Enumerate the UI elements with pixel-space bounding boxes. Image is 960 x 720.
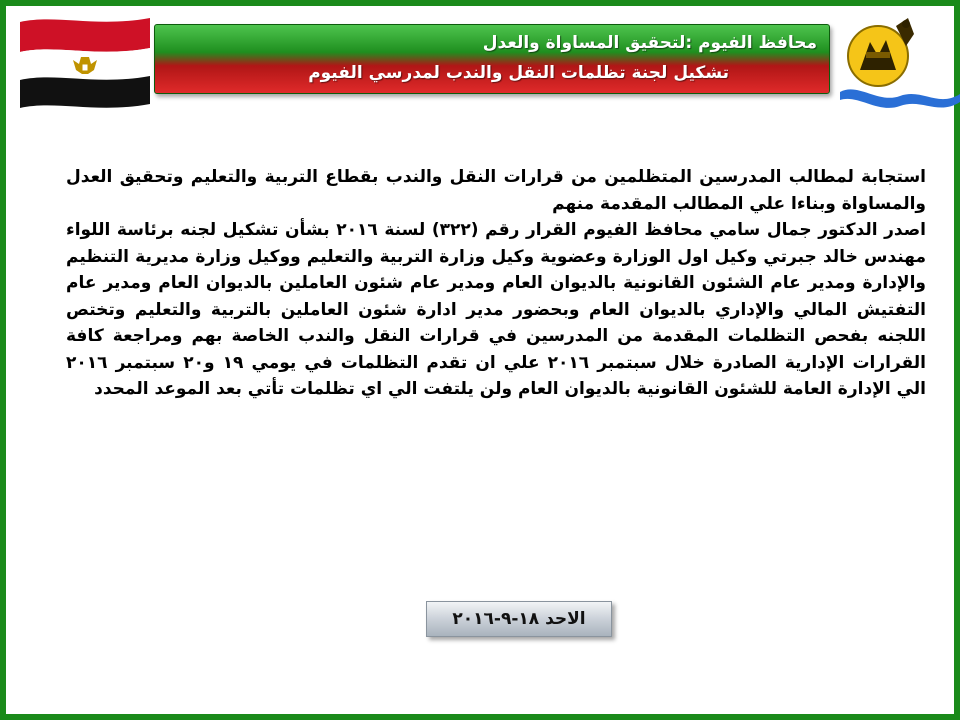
article-paragraph-2: اصدر الدكتور جمال سامي محافظ الفيوم القرار رقم (٣٢٢) لسنة ٢٠١٦ بشأن تشكيل لجنه برئاسة اللواء مهندس خالد جبرتي وكيل اول الوزارة وعضوية وكيل وزارة التربية والتعليم ووكيل وزارة مديرية التنظيم والإدارة ومدير عام الشئون القانونية بالديوان العام ومدير عام شئون العاملين بالديوان العام ومدير عام التفتيش المالي والإداري بالديوان العام وبحضور مدير ادارة شئون العاملين بالتربية والتعليم وتختص اللجنه بفحص التظلمات المقدمة من المدرسين في قرارات النقل والندب الخاصة بهم ومراجعة كافة القرارات الإدارية الصادرة خلال سبتمبر ٢٠١٦ علي ان تقدم التظلمات في يومي ١٩ و٢٠ سبتمبر ٢٠١٦ الي الإدارة العامة للشئون القانونية بالديوان العام ولن يلتفت الي اي تظلمات تأتي بعد الموعد المحدد	[66, 220, 926, 399]
date-badge	[426, 601, 612, 637]
article-paragraph-1: استجابة لمطالب المدرسين المتظلمين من قرارات النقل والندب بقطاع التربية والتعليم وتحقيق العدل والمساواة وبناءا علي المطالب المقدمة منهم	[66, 167, 926, 214]
date-label: الاحد ١٨-٩-٢٠١٦	[452, 609, 586, 629]
header-title-line2: تشكيل لجنة تظلمات النقل والندب لمدرسي الفيوم	[308, 63, 729, 83]
egypt-flag-icon	[16, 14, 154, 112]
header-banner	[154, 24, 830, 94]
article-body	[66, 164, 926, 403]
header-title-line1: محافظ الفيوم :لتحقيق المساواة والعدل	[482, 33, 817, 53]
governorate-logo-icon	[838, 12, 960, 114]
